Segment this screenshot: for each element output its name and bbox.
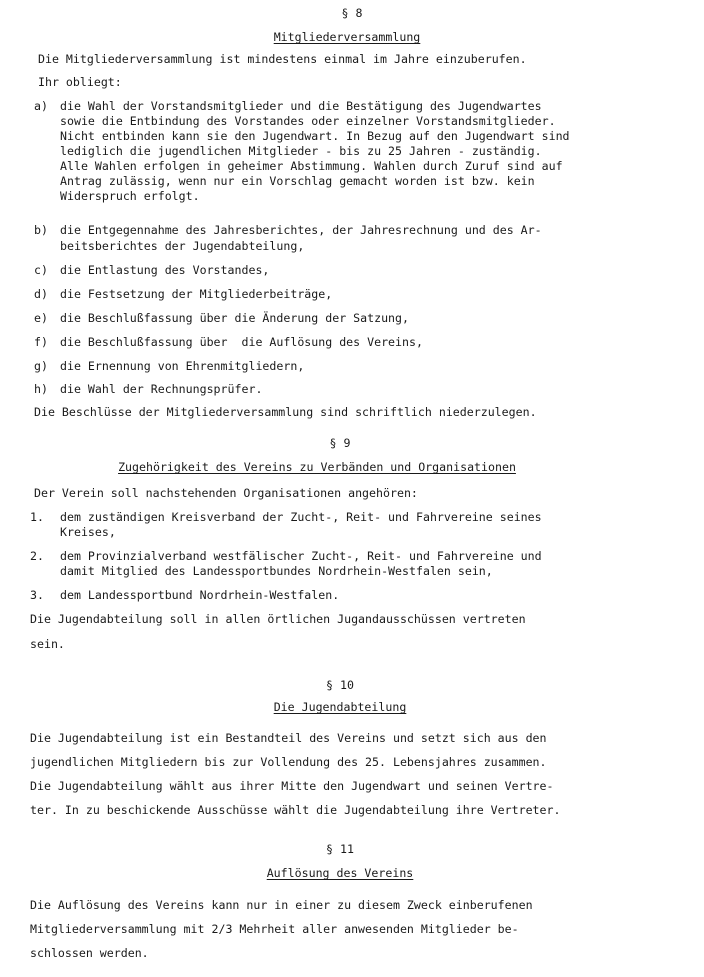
- section-10-line: jugendlichen Mitgliedern bis zur Vollendung des 25. Lebensjahres zusammen.: [30, 755, 547, 769]
- item-line: dem Provinzialverband westfälischer Zucht-, Reit- und Fahrvereine und: [60, 549, 542, 563]
- section-10-line: Die Jugendabteilung ist ein Bestandteil des Vereins und setzt sich aus den: [30, 731, 547, 745]
- item-label: 1.: [30, 510, 44, 524]
- item-label: f): [34, 335, 48, 349]
- section-9-title: Zugehörigkeit des Vereins zu Verbänden und Organisationen: [118, 460, 516, 474]
- item-label: b): [34, 223, 48, 237]
- item-line: sowie die Entbindung des Vorstandes oder einzelner Vorstandsmitglieder.: [60, 114, 556, 128]
- item-text: die Ernennung von Ehrenmitgliedern,: [60, 359, 305, 373]
- item-line: damit Mitglied des Landessportbundes Nordrhein-Westfalen sein,: [60, 564, 493, 578]
- section-8-title: Mitgliederversammlung: [273, 30, 421, 44]
- item-line: Kreises,: [60, 525, 116, 539]
- section-11-number: § 11: [326, 842, 354, 856]
- section-11-title: Auflösung des Vereins: [266, 866, 414, 880]
- item-label: d): [34, 287, 48, 301]
- item-line: lediglich die jugendlichen Mitglieder - bis zu 25 Jahren - zuständig.: [60, 144, 542, 158]
- section-8-intro: Die Mitgliederversammlung ist mindestens einmal im Jahre einzuberufen.: [38, 52, 527, 66]
- section-9-closing-line-1: Die Jugendabteilung soll in allen örtlichen Jugandausschüssen vertreten: [30, 612, 526, 626]
- item-text: die Entlastung des Vorstandes,: [60, 263, 270, 277]
- section-10-line: Die Jugendabteilung wählt aus ihrer Mitte den Jugendwart und seinen Vertre-: [30, 779, 554, 793]
- item-text: dem Landessportbund Nordrhein-Westfalen.: [60, 588, 340, 602]
- item-label: h): [34, 382, 48, 396]
- section-9-intro: Der Verein soll nachstehenden Organisationen angehören:: [34, 486, 418, 500]
- section-11-line: schlossen werden.: [30, 946, 149, 960]
- item-label: a): [34, 99, 48, 113]
- item-text: die Beschlußfassung über die Änderung der Satzung,: [60, 311, 410, 325]
- section-11-line: Die Auflösung des Vereins kann nur in einer zu diesem Zweck einberufenen: [30, 898, 533, 912]
- item-line: Alle Wahlen erfolgen in geheimer Abstimmung. Wahlen durch Zuruf sind auf: [60, 159, 563, 173]
- section-11-line: Mitgliederversammlung mit 2/3 Mehrheit aller anwesenden Mitglieder be-: [30, 922, 519, 936]
- section-10-line: ter. In zu beschickende Ausschüsse wählt die Jugendabteilung ihre Vertreter.: [30, 803, 561, 817]
- item-line: Antrag zulässig, wenn nur ein Vorschlag gemacht worden ist bzw. kein: [60, 174, 535, 188]
- item-text: die Festsetzung der Mitgliederbeiträge,: [60, 287, 333, 301]
- item-label: 3.: [30, 588, 44, 602]
- item-line: beitsberichtes der Jugendabteilung,: [60, 239, 305, 253]
- section-9-number: § 9: [329, 436, 351, 450]
- item-text: die Beschlußfassung über die Auflösung des Vereins,: [60, 335, 423, 349]
- item-text: die Wahl der Rechnungsprüfer.: [60, 382, 263, 396]
- item-label: g): [34, 359, 48, 373]
- section-10-number: § 10: [326, 678, 354, 692]
- section-8-closing: Die Beschlüsse der Mitgliederversammlung sind schriftlich niederzulegen.: [34, 405, 537, 419]
- item-label: 2.: [30, 549, 44, 563]
- section-8-obliegt: Ihr obliegt:: [38, 75, 122, 89]
- item-line: die Wahl der Vorstandsmitglieder und die Bestätigung des Jugendwartes: [60, 99, 542, 113]
- item-line: Nicht entbinden kann sie den Jugendwart. In Bezug auf den Jugendwart sind: [60, 129, 570, 143]
- item-line: die Entgegennahme des Jahresberichtes, der Jahresrechnung und des Ar-: [60, 223, 542, 237]
- item-label: c): [34, 263, 48, 277]
- item-line: dem zuständigen Kreisverband der Zucht-, Reit- und Fahrvereine seines: [60, 510, 542, 524]
- section-8-number: § 8: [341, 6, 363, 20]
- item-line: Widerspruch erfolgt.: [60, 189, 200, 203]
- section-10-title: Die Jugendabteilung: [273, 700, 407, 714]
- item-label: e): [34, 311, 48, 325]
- section-9-closing-line-2: sein.: [30, 637, 65, 651]
